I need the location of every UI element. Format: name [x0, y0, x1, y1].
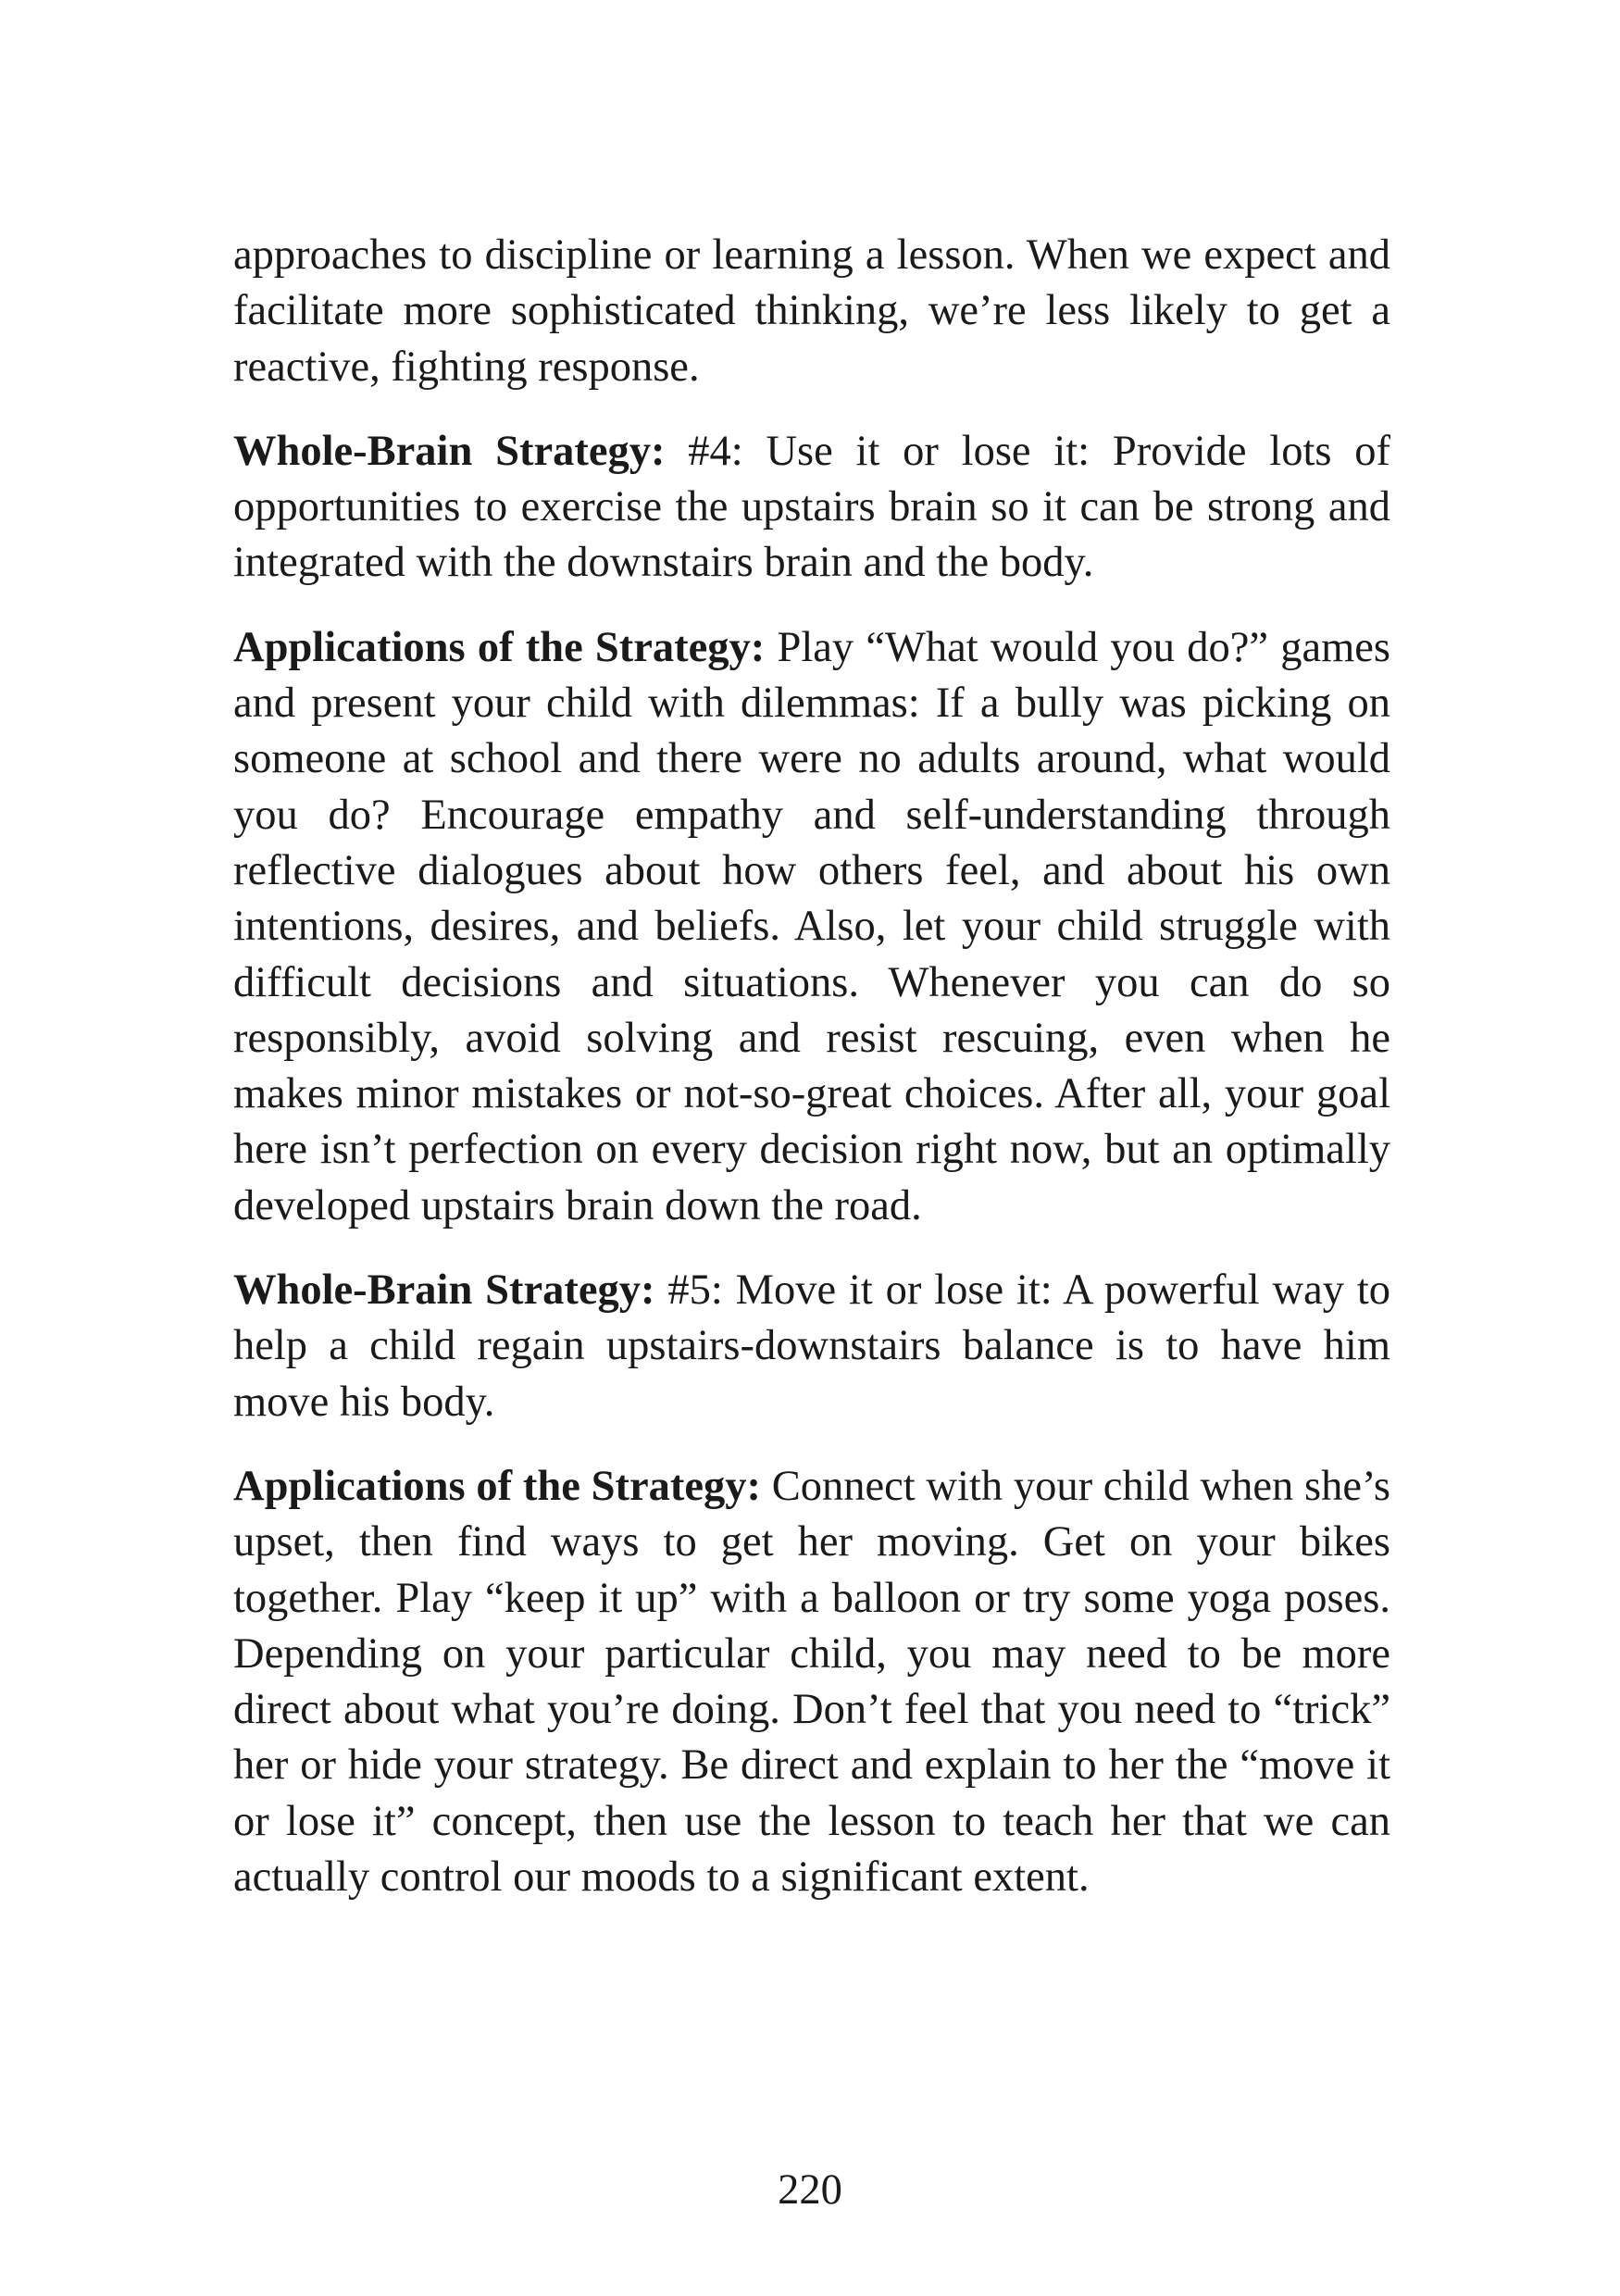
body-text	[233, 228, 1390, 1934]
paragraph-continuation	[233, 228, 1390, 395]
paragraph-lead: Applications of the Strategy:	[233, 623, 766, 671]
paragraph-applications-4	[233, 620, 1390, 1234]
paragraph-strategy-4	[233, 424, 1390, 592]
paragraph-text: #4: Use it or lose it: Provide lots of opportunities to exercise the upstairs brain so it can be strong and integrated with the downstairs brain and the body.	[233, 427, 1391, 587]
paragraph-text: Play “What would you do?” games and present your child with dilemmas: If a bully was picking on someone at school and there were no adults around, what would you do? Encourage empathy and self-understanding through reflective dialogues about how others feel, and about his own intentions, desires, and beliefs. Also, let your child struggle with difficult decisions and situations. Whenever you can do so responsibly, avoid solving and resist rescuing, even when he makes minor mistakes or not-so-great choices. After all, your goal here isn’t perfection on every decision right now, but an optimally developed upstairs brain down the road.	[233, 623, 1390, 1229]
paragraph-lead: Whole-Brain Strategy:	[233, 1267, 655, 1315]
paragraph-text: approaches to discipline or learning a lesson. When we expect and facilitate more sophisticated thinking, we’re less likely to get a reactive, fighting response.	[233, 231, 1390, 391]
paragraph-lead: Applications of the Strategy:	[233, 1462, 761, 1510]
paragraph-lead: Whole-Brain Strategy:	[233, 427, 666, 475]
paragraph-text: Connect with your child when she’s upset, then find ways to get her moving. Get on your bikes together. Play “keep it up” with a balloon or try some yoga poses. Depending on your particular child, you may need to be more direct about what you’re doing. Don’t feel that you need to “trick” her or hide your strategy. Be direct and explain to her the “move it or lose it” concept, then use the lesson to teach her that we can actually control our moods to a significant extent.	[233, 1462, 1390, 1902]
paragraph-applications-5	[233, 1459, 1390, 1905]
page-number: 220	[778, 2166, 842, 2214]
paragraph-strategy-5	[233, 1263, 1390, 1430]
paragraph-text: #5: Move it or lose it: A powerful way to help a child regain upstairs-downstairs balance is to have him move his body.	[233, 1267, 1390, 1426]
